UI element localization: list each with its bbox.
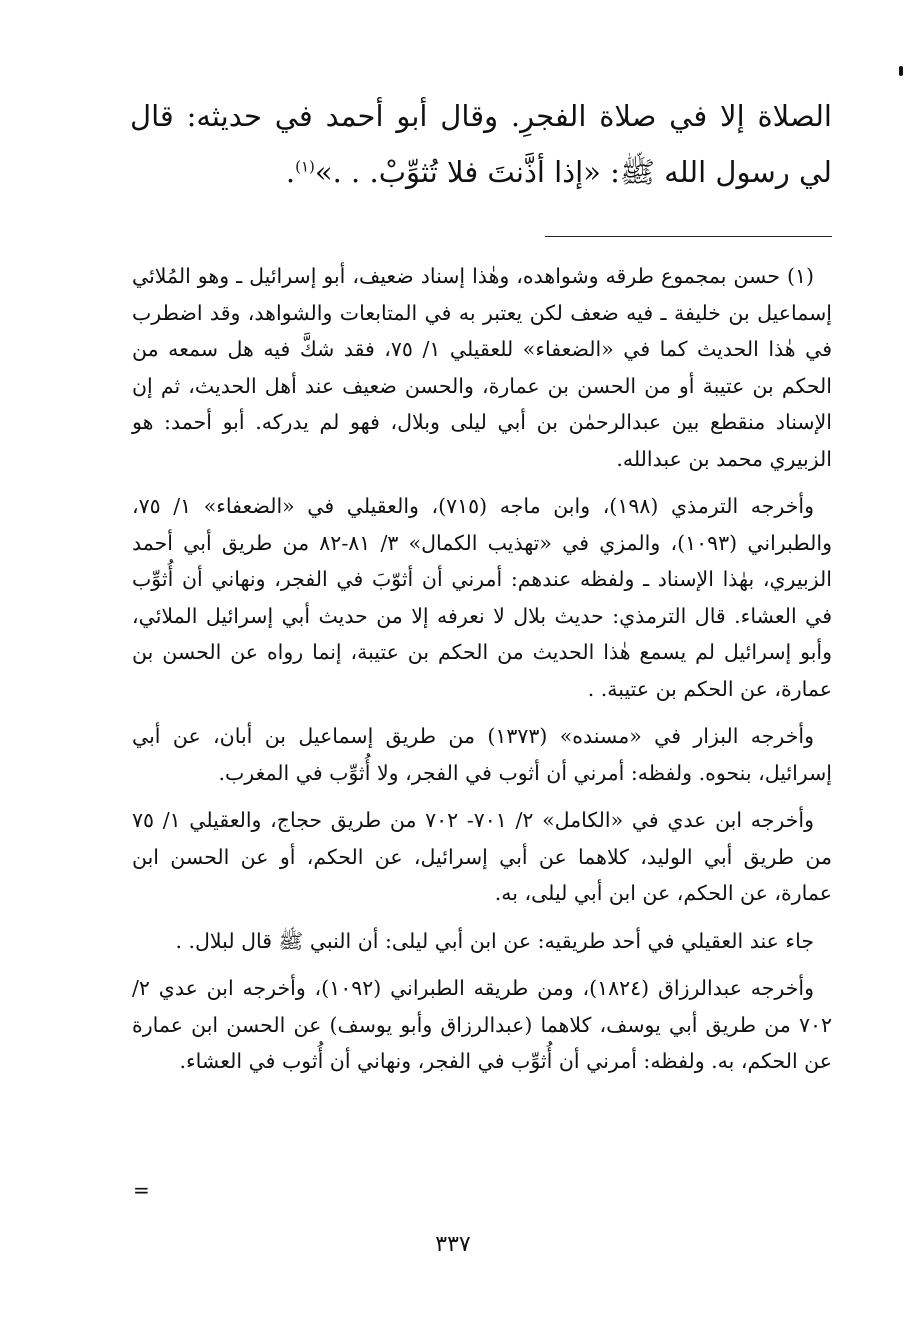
footnote-paragraph: (١) حسن بمجموع طرقه وشواهده، وهٰذا إسناد ضعيف، أبو إسرائيل ـ وهو المُلائي إسماعيل بن خليفة ـ فيه ضعف لكن يعتبر به في المتابعات والشواهد، وقد اضطرب في هٰذا الحديث كما في «الضعفاء» للعقيلي ١/ ٧٥، فقد شكَّ فيه هل سمعه من الحكم بن عتيبة أو من الحسن بن عمارة، والحسن ضعيف عند أهل الحديث، ثم إن الإسناد منقطع بين عبدالرحمٰن بن أبي ليلى وبلال، فهو لم يدركه. أبو أحمد: هو الزبيري محمد بن عبدالله. xyxy=(132,264,832,471)
main-text-end: . xyxy=(285,155,296,189)
footnote-reference: (١) xyxy=(295,157,315,176)
footnote-paragraph: وأخرجه ابن عدي في «الكامل» ٢/ ٧٠١- ٧٠٢ من طريق حجاج، والعقيلي ١/ ٧٥ من طريق أبي الوليد، كلاهما عن أبي إسرائيل، عن الحكم، أو عن الحسن ابن عمارة، عن الحكم، عن ابن أبي ليلى، به. xyxy=(132,808,832,905)
page-number: ٣٣٧ xyxy=(435,1232,471,1257)
footnote-paragraph: وأخرجه البزار في «مسنده» (١٣٧٣) من طريق إسماعيل بن أبان، عن أبي إسرائيل، بنحوه. ولفظه: أمرني أن أثوب في الفجر، ولا أُثوِّب في المغرب. xyxy=(132,724,832,785)
footnote-paragraph: جاء عند العقيلي في أحد طريقيه: عن ابن أبي ليلى: أن النبي ﷺ قال لبلال. . xyxy=(175,928,814,953)
footnote-paragraph: وأخرجه الترمذي (١٩٨)، وابن ماجه (٧١٥)، والعقيلي في «الضعفاء» ١/ ٧٥، والطبراني (١٠٩٣)، والمزي في «تهذيب الكمال» ٣/ ٨١-٨٢ من طريق أبي أحمد الزبيري، بهٰذا الإسناد ـ ولفظه عندهم: أمرني أن أثوّبَ في الفجر، ونهاني أن أُثوِّب في العشاء. قال الترمذي: حديث بلال لا نعرفه إلا من حديث أبي إسرائيل الملائي، وأبو إسرائيل لم يسمع هٰذا الحديث من الحكم بن عتيبة، إنما رواه عن الحسن بن عمارة، عن الحكم بن عتيبة. . xyxy=(132,494,832,701)
footnote-separator xyxy=(545,236,832,237)
main-text-body: الصلاة إلا في صلاة الفجرِ. وقال أبو أحمد في حديثه: قال لي رسول الله ﷺ: «إذا أذَّنتَ فلا تُثوِّبْ. . .» xyxy=(130,99,832,189)
scan-mark xyxy=(899,66,903,76)
continuation-mark: = xyxy=(133,1178,150,1202)
main-text xyxy=(130,88,832,200)
footnote-paragraph: وأخرجه عبدالرزاق (١٨٢٤)، ومن طريقه الطبراني (١٠٩٢)، وأخرجه ابن عدي ٢/ ٧٠٢ من طريق أبي يوسف، كلاهما (عبدالرزاق وأبو يوسف) عن الحسن ابن عمارة عن الحكم، به. ولفظه: أمرني أن أُثوِّب في الفجر، ونهاني أن أُثوب في العشاء. xyxy=(132,976,832,1073)
footnotes xyxy=(132,258,832,1091)
